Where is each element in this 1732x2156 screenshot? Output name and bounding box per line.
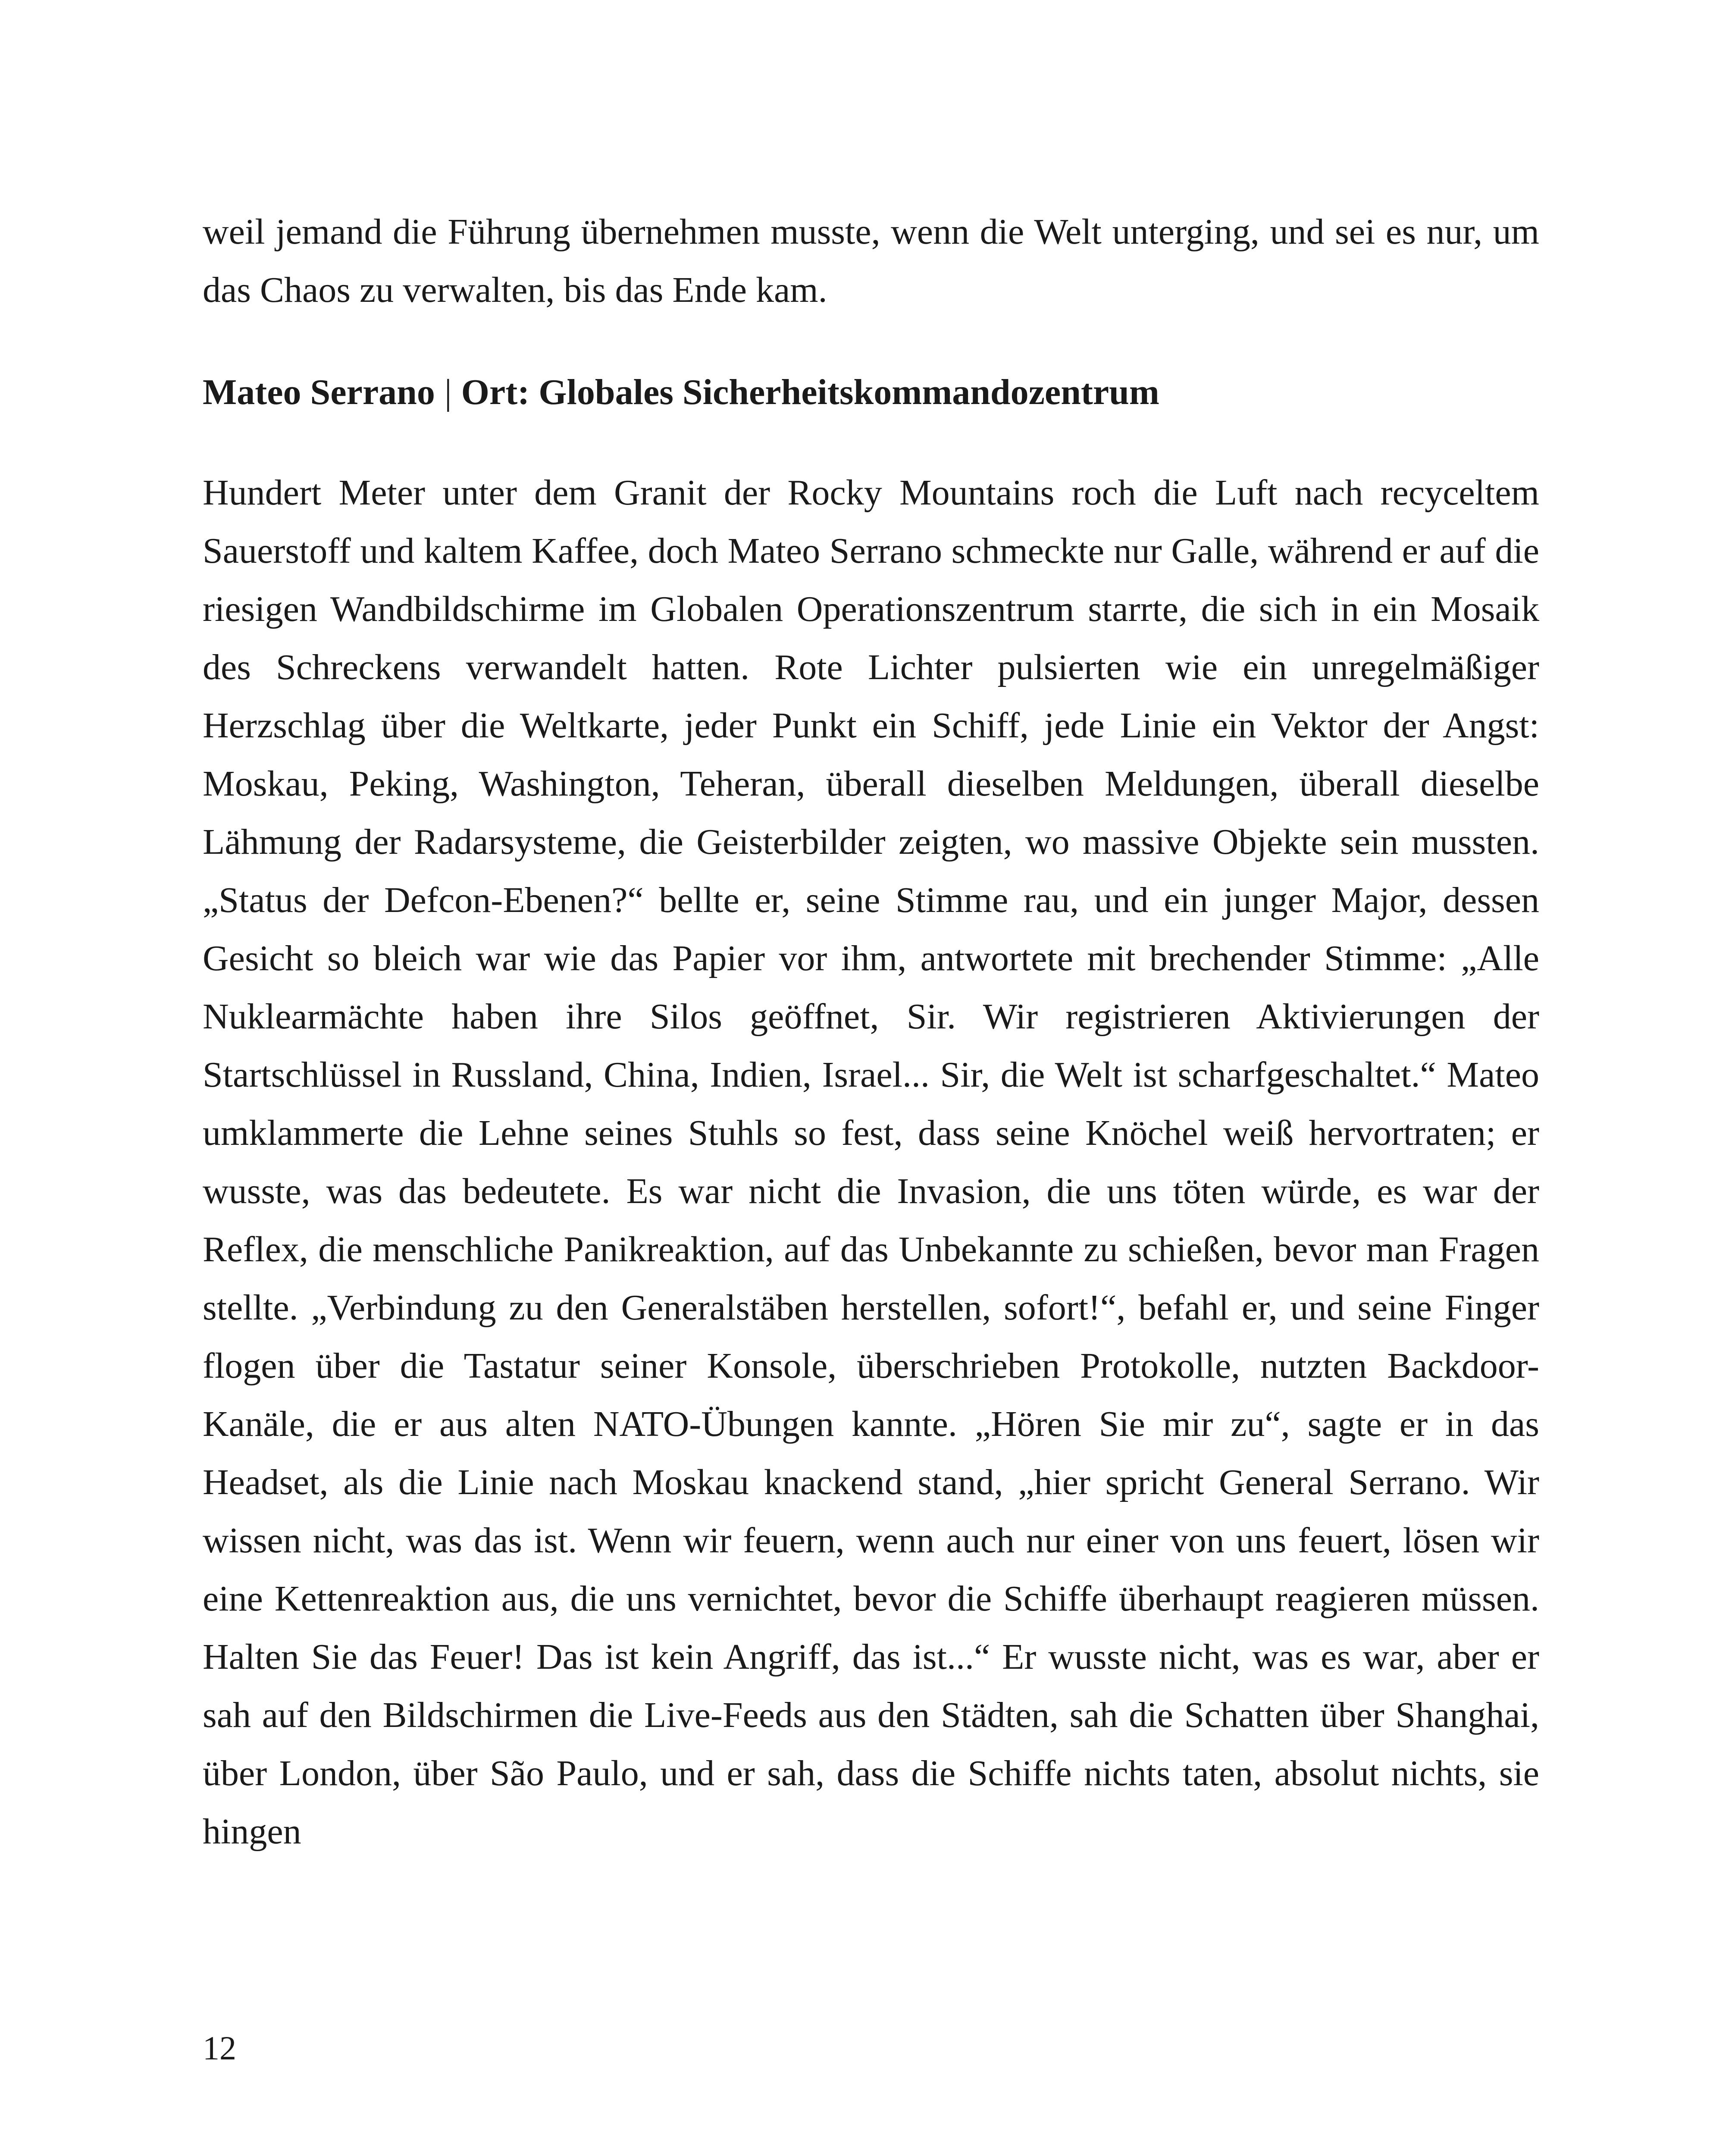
page-number: 12 bbox=[203, 2029, 236, 2067]
intro-paragraph: weil jemand die Führung übernehmen musste, wenn die Welt unterging, und sei es nur, um das Chaos zu verwalten, bis das Ende kam. bbox=[203, 212, 1539, 310]
character-name: Mateo Serrano bbox=[203, 372, 435, 412]
heading-separator: | bbox=[444, 372, 452, 412]
location-label: Ort: Globales Sicherheitskommandozentrum bbox=[461, 372, 1159, 412]
main-paragraph: Hundert Meter unter dem Granit der Rocky Mountains roch die Luft nach recyceltem Sauerstoff und kaltem Kaffee, doch Mateo Serrano schmeckte nur Galle, während er auf die riesigen Wandbildschirme im Globalen Operationszentrum starrte, die sich in ein Mosaik des Schreckens verwandelt hatten. Rote Lichter pulsierten wie ein unregelmäßiger Herzschlag über die Weltkarte, jeder Punkt ein Schiff, jede Linie ein Vektor der Angst: Moskau, Peking, Washington, Teheran, überall dieselben Meldungen, überall dieselbe Lähmung der Radarsysteme, die Geisterbilder zeigten, wo massive Objekte sein mussten. „Status der Defcon-Ebenen?“ bellte er, seine Stimme rau, und ein junger Major, dessen Gesicht so bleich war wie das Papier vor ihm, antwortete mit brechender Stimme: „Alle Nuklearmächte haben ihre Silos geöffnet, Sir. Wir registrieren Aktivierungen der Startschlüssel in Russland, China, Indien, Israel... Sir, die Welt ist scharfgeschaltet.“ Mateo umklammerte die Lehne seines Stuhls so fest, dass seine Knöchel weiß hervortraten; er wusste, was das bedeutete. Es war nicht die Invasion, die uns töten würde, es war der Reflex, die menschliche Panikreaktion, auf das Unbekannte zu schießen, bevor man Fragen stellte. „Verbindung zu den Generalstäben herstellen, sofort!“, befahl er, und seine Finger flogen über die Tastatur seiner Konsole, überschrieben Protokolle, nutzten Backdoor-Kanäle, die er aus alten NATO-Übungen kannte. „Hören Sie mir zu“, sagte er in das Headset, als die Linie nach Moskau knackend stand, „hier spricht General Serrano. Wir wissen nicht, was das ist. Wenn wir feuern, wenn auch nur einer von uns feuert, lösen wir eine Kettenreaktion aus, die uns vernichtet, bevor die Schiffe überhaupt reagieren müssen. Halten Sie das Feuer! Das ist kein Angriff, das ist...“ Er wusste nicht, was es war, aber er sah auf den Bildschirmen die Live-Feeds aus den Städten, sah die Schatten über Shanghai, über London, über São Paulo, und er sah, dass die Schiffe nichts taten, absolut nichts, sie hingen bbox=[203, 473, 1539, 1852]
section-heading bbox=[203, 367, 1539, 418]
